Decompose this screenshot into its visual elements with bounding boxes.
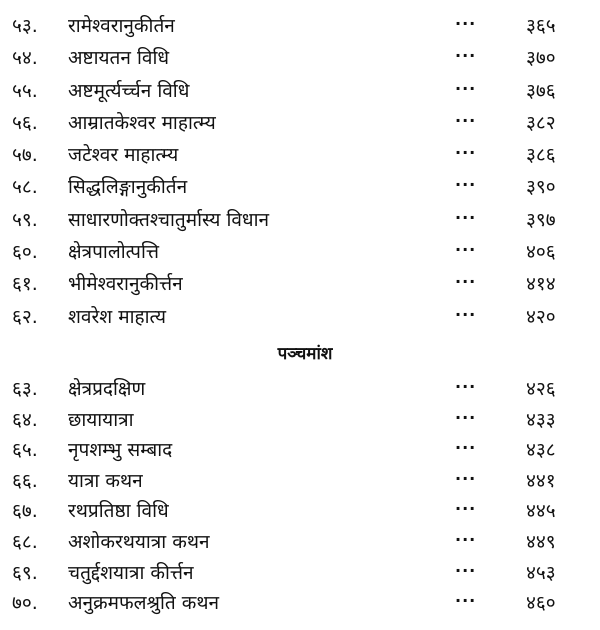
entry-page-number: ४१४ xyxy=(526,273,556,296)
toc-entry-58 xyxy=(0,171,600,203)
entry-page-number: ४२६ xyxy=(526,378,556,400)
entry-title: शवरेश माहात्य xyxy=(68,305,167,328)
entry-title: भीमेश्वरानुकीर्त्तन xyxy=(68,273,183,296)
entry-number: ६४. xyxy=(12,408,38,431)
entry-title: साधारणोक्तश्चातुर्मास्य विधान xyxy=(68,208,270,231)
toc-entry-56 xyxy=(0,107,600,139)
entry-number: ५६. xyxy=(12,111,38,134)
entry-leader-dots: ··· xyxy=(455,407,477,427)
entry-leader-dots: ··· xyxy=(455,207,477,227)
entry-title: रामेश्वरानुकीर्तन xyxy=(68,15,175,37)
entry-leader-dots: ··· xyxy=(455,591,477,611)
entry-leader-dots: ··· xyxy=(455,110,477,130)
entry-page-number: ४३८ xyxy=(526,439,556,462)
entry-title: अष्टमूर्त्यर्च्चन विधि xyxy=(68,79,190,102)
entry-number: ७०. xyxy=(12,592,38,615)
entry-page-number: ३८६ xyxy=(526,144,556,167)
toc-entry-55 xyxy=(0,75,600,107)
entry-title: अष्टायतन विधि xyxy=(68,47,170,70)
entry-title: रथप्रतिष्ठा विधि xyxy=(68,500,169,523)
entry-number: ५३. xyxy=(12,15,38,37)
entry-page-number: ४३३ xyxy=(526,408,556,431)
entry-title: यात्रा कथन xyxy=(68,469,143,492)
entry-page-number: ४४५ xyxy=(526,500,556,523)
entry-leader-dots: ··· xyxy=(455,468,477,488)
entry-page-number: ४५३ xyxy=(526,561,556,584)
entry-title: चतुर्द्दशयात्रा कीर्त्तन xyxy=(68,561,194,584)
entry-leader-dots: ··· xyxy=(455,377,477,396)
entry-leader-dots: ··· xyxy=(455,272,477,292)
entry-number: ६६. xyxy=(12,469,38,492)
entry-leader-dots: ··· xyxy=(455,304,477,324)
toc-entry-63 xyxy=(0,373,600,404)
entry-leader-dots: ··· xyxy=(455,529,477,549)
toc-entry-60 xyxy=(0,236,600,268)
toc-entry-67 xyxy=(0,495,600,526)
entry-page-number: ४०६ xyxy=(526,241,556,264)
toc-entry-64 xyxy=(0,404,600,435)
entry-leader-dots: ··· xyxy=(455,46,477,66)
entry-title: अनुक्रमफलश्रुति कथन xyxy=(68,592,220,615)
entry-leader-dots: ··· xyxy=(455,240,477,260)
toc-entry-65 xyxy=(0,434,600,465)
toc-entry-54 xyxy=(0,42,600,74)
toc-entry-68 xyxy=(0,526,600,557)
entry-page-number: ३९७ xyxy=(526,208,556,231)
entry-title: अशोकरथयात्रा कथन xyxy=(68,530,210,553)
entry-title: नृपशम्भु सम्बाद xyxy=(68,439,173,462)
entry-number: ६७. xyxy=(12,500,38,523)
entry-page-number: ३८२ xyxy=(526,111,556,134)
entry-number: ६०. xyxy=(12,241,38,264)
entry-number: ६८. xyxy=(12,530,38,553)
entry-number: ५८. xyxy=(12,176,38,199)
entry-number: ५५. xyxy=(12,79,38,102)
entry-number: ६१. xyxy=(12,273,38,296)
entry-number: ६२. xyxy=(12,305,38,328)
entry-page-number: ४२० xyxy=(526,305,556,328)
entry-title: क्षेत्रप्रदक्षिण xyxy=(68,378,146,400)
entry-leader-dots: ··· xyxy=(455,14,477,33)
toc-entry-59 xyxy=(0,204,600,236)
entry-leader-dots: ··· xyxy=(455,143,477,163)
entry-page-number: ३७६ xyxy=(526,79,556,102)
entry-leader-dots: ··· xyxy=(455,175,477,195)
entry-leader-dots: ··· xyxy=(455,438,477,458)
entry-page-number: ४६० xyxy=(526,592,556,615)
entry-number: ५७. xyxy=(12,144,38,167)
entry-leader-dots: ··· xyxy=(455,560,477,580)
entry-title: छायायात्रा xyxy=(68,408,134,431)
toc-entry-61 xyxy=(0,268,600,300)
toc-entry-57 xyxy=(0,139,600,171)
entry-leader-dots: ··· xyxy=(455,78,477,98)
entry-number: ६९. xyxy=(12,561,38,584)
entry-leader-dots: ··· xyxy=(455,499,477,519)
toc-entry-53 xyxy=(0,10,600,42)
toc-entry-62 xyxy=(0,301,600,333)
toc-entry-69 xyxy=(0,557,600,588)
toc-entry-70 xyxy=(0,587,600,618)
entry-title: आम्रातकेश्वर माहात्म्य xyxy=(68,111,216,134)
toc-list-part-2 xyxy=(0,373,600,618)
toc-entry-66 xyxy=(0,465,600,496)
entry-title: क्षेत्रपालोत्पत्ति xyxy=(68,241,160,264)
entry-page-number: ३९० xyxy=(526,176,556,199)
entry-title: जटेश्वर माहात्म्य xyxy=(68,144,179,167)
entry-title: सिद्धलिङ्गानुकीर्तन xyxy=(68,176,188,199)
entry-number: ५४. xyxy=(12,47,38,70)
section-heading: पञ्चमांश xyxy=(277,344,333,364)
entry-page-number: ३७० xyxy=(526,47,556,70)
entry-number: ५९. xyxy=(12,208,38,231)
entry-page-number: ४४९ xyxy=(526,530,556,553)
entry-number: ६३. xyxy=(12,378,38,400)
entry-number: ६५. xyxy=(12,439,38,462)
entry-page-number: ३६५ xyxy=(526,15,556,37)
entry-page-number: ४४१ xyxy=(526,469,556,492)
toc-list-part-1 xyxy=(0,10,600,333)
